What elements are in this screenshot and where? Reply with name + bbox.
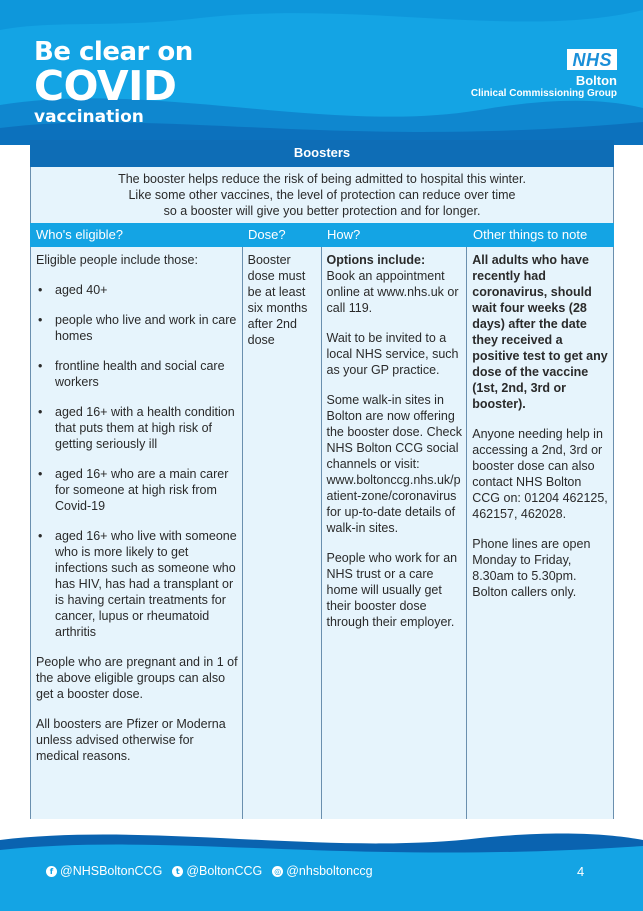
positive-test-text: All adults who have recently had coronavirus, should wait four weeks (28 days) after the date they received a positive test to get any dose of the vaccine (1st, 2nd, 3rd or booster). [472,253,608,411]
how-workers: People who work for an NHS trust or a care home will usually get their booster dose through their employer. [326,551,458,629]
intro-line: Like some other vaccines, the level of protection can reduce over time [128,188,516,202]
list-item: • aged 16+ with a health condition that puts them at high risk of getting seriously ill [36,404,238,452]
intro-text [30,167,614,223]
nhs-bolton-logo [471,49,617,100]
how-walkin: Some walk-in sites in Bolton are now offering the booster dose. Check NHS Bolton CCG social channels or visit: www.boltonccg.nhs.uk/patient-zone/coronavirus for up-to-date details of walk-in sites. [326,393,462,535]
instagram-handle: @nhsboltonccg [286,864,373,878]
title-line-2: COVID [34,62,177,110]
boosters-table [30,140,614,819]
instagram-link[interactable] [272,864,372,878]
dose-text: Booster dose must be at least six months after 2nd dose [247,253,308,347]
pregnant-note: People who are pregnant and in 1 of the above eligible groups can also get a booster dose. [36,655,238,701]
header-how: How? [327,227,361,242]
dose-column [243,247,322,819]
org-name: Bolton [575,73,617,88]
list-item: • people who live and work in care homes [36,312,238,344]
twitter-handle: @BoltonCCG [186,864,263,878]
how-wait: Wait to be invited to a local NHS service, such as your GP practice. [326,331,459,377]
twitter-icon: t [172,866,183,877]
page-title [34,38,193,128]
page-number: 4 [577,864,585,879]
phone-note: Phone lines are open Monday to Friday, 8.30am to 5.30pm. Bolton callers only. [472,537,591,599]
table-body [30,247,614,819]
facebook-handle: @NHSBoltonCCG [60,864,163,878]
header-banner [0,0,643,145]
intro-line: so a booster will give you better protection and for longer. [163,204,481,218]
how-book [327,252,463,316]
help-note: Anyone needing help in accessing a 2nd, 3rd or booster dose can also contact NHS Bolton CCG on: 01204 462125, 462157, 462028. [472,427,608,521]
how-column [322,247,468,819]
org-group: Clinical Commissioning Group [470,88,617,99]
social-links [46,864,383,878]
list-item: • aged 16+ who live with someone who is more likely to get infections such as someone who has HIV, has had a transplant or is having certain treatments for cancer, lupus or rheumatoid arthritis [36,528,238,640]
brands-note: All boosters are Pfizer or Moderna unless advised otherwise for medical reasons. [36,717,226,763]
intro-line: The booster helps reduce the risk of being admitted to hospital this winter. [118,172,526,186]
section-title: Boosters [30,140,614,167]
column-headers [30,223,614,247]
who-lead: Eligible people include those: [36,253,198,267]
instagram-icon: ◎ [272,866,283,877]
positive-test-note [472,252,609,412]
title-line-1: Be clear on [34,37,193,67]
header-who: Who's eligible? [36,227,124,242]
options-label: Options include: [326,253,426,267]
eligibility-list [36,282,238,640]
book-text: Book an appointment online at www.nhs.uk or call 119. [326,269,459,315]
facebook-link[interactable] [46,864,162,878]
twitter-link[interactable] [172,864,262,878]
other-column [467,247,614,819]
header-other: Other things to note [473,227,588,242]
title-line-3: vaccination [34,107,144,127]
list-item: • frontline health and social care workers [36,358,238,390]
list-item: • aged 40+ [36,282,238,298]
list-item: • aged 16+ who are a main carer for someone at high risk from Covid-19 [36,466,238,514]
header-dose: Dose? [248,227,286,242]
nhs-logo-icon: NHS [567,49,617,70]
facebook-icon: f [46,866,57,877]
who-column [31,247,243,819]
